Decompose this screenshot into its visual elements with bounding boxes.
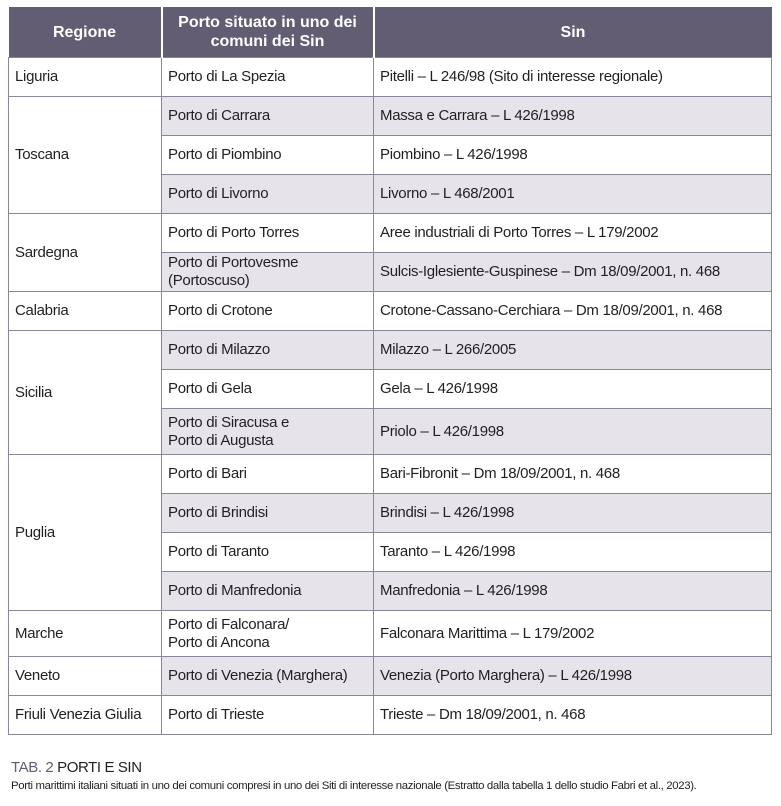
header-region: Regione bbox=[9, 7, 162, 58]
sin-cell: Piombino – L 426/1998 bbox=[374, 136, 772, 175]
table-header bbox=[9, 7, 772, 58]
port-line: Porto di Ancona bbox=[168, 633, 270, 651]
sin-cell: Milazzo – L 266/2005 bbox=[374, 331, 772, 370]
sin-cell: Crotone-Cassano-Cerchiara – Dm 18/09/2001, n. 468 bbox=[374, 292, 772, 331]
table-row bbox=[9, 455, 772, 494]
header-sin: Sin bbox=[374, 7, 772, 58]
port-cell: Porto di Piombino bbox=[162, 136, 374, 175]
sin-cell: Priolo – L 426/1998 bbox=[374, 409, 772, 455]
port-cell: Porto di Porto Torres bbox=[162, 214, 374, 253]
sin-cell: Manfredonia – L 426/1998 bbox=[374, 572, 772, 611]
sin-cell: Bari-Fibronit – Dm 18/09/2001, n. 468 bbox=[374, 455, 772, 494]
port-cell: Porto di Taranto bbox=[162, 533, 374, 572]
port-line: Porto di Augusta bbox=[168, 431, 274, 449]
sin-cell: Taranto – L 426/1998 bbox=[374, 533, 772, 572]
sin-cell: Sulcis-Iglesiente-Guspinese – Dm 18/09/2001, n. 468 bbox=[374, 253, 772, 292]
sin-cell: Massa e Carrara – L 426/1998 bbox=[374, 97, 772, 136]
sin-cell: Venezia (Porto Marghera) – L 426/1998 bbox=[374, 657, 772, 696]
header-port: Porto situato in uno dei comuni dei Sin bbox=[162, 7, 374, 58]
region-cell: Liguria bbox=[9, 58, 162, 97]
table-number: TAB. 2 bbox=[11, 759, 54, 776]
table-description: Porti marittimi italiani situati in uno dei comuni compresi in uno dei Siti di interesse nazionale (Estratto dalla tabella 1 dello studio Fabri et al., 2023). bbox=[11, 780, 697, 792]
port-line: Porto di Siracusa e bbox=[168, 413, 290, 431]
region-cell: Sicilia bbox=[9, 331, 162, 455]
region-cell: Calabria bbox=[9, 292, 162, 331]
table-row bbox=[9, 611, 772, 657]
table-row bbox=[9, 657, 772, 696]
port-cell: Porto di Livorno bbox=[162, 175, 374, 214]
table-row bbox=[9, 292, 772, 331]
sin-cell: Pitelli – L 246/98 (Sito di interesse regionale) bbox=[374, 58, 772, 97]
port-cell bbox=[162, 611, 374, 657]
port-cell: Porto di Portovesme (Portoscuso) bbox=[162, 253, 374, 292]
port-line: Porto di Falconara/ bbox=[168, 615, 290, 633]
sin-cell: Falconara Marittima – L 179/2002 bbox=[374, 611, 772, 657]
region-cell: Puglia bbox=[9, 455, 162, 611]
region-cell: Veneto bbox=[9, 657, 162, 696]
region-cell: Toscana bbox=[9, 97, 162, 214]
sin-ports-table bbox=[8, 7, 772, 735]
sin-cell: Gela – L 426/1998 bbox=[374, 370, 772, 409]
table-row bbox=[9, 696, 772, 735]
table-row bbox=[9, 214, 772, 253]
port-cell: Porto di Carrara bbox=[162, 97, 374, 136]
table-row bbox=[9, 58, 772, 97]
port-cell: Porto di La Spezia bbox=[162, 58, 374, 97]
port-cell: Porto di Crotone bbox=[162, 292, 374, 331]
sin-cell: Trieste – Dm 18/09/2001, n. 468 bbox=[374, 696, 772, 735]
port-cell: Porto di Bari bbox=[162, 455, 374, 494]
port-cell: Porto di Gela bbox=[162, 370, 374, 409]
table-row bbox=[9, 331, 772, 370]
table-body bbox=[9, 58, 772, 735]
port-cell: Porto di Brindisi bbox=[162, 494, 374, 533]
port-cell: Porto di Milazzo bbox=[162, 331, 374, 370]
sin-cell: Aree industriali di Porto Torres – L 179/2002 bbox=[374, 214, 772, 253]
region-cell: Friuli Venezia Giulia bbox=[9, 696, 162, 735]
port-cell: Porto di Trieste bbox=[162, 696, 374, 735]
sin-cell: Livorno – L 468/2001 bbox=[374, 175, 772, 214]
table-caption bbox=[11, 759, 142, 776]
region-cell: Sardegna bbox=[9, 214, 162, 292]
table-row bbox=[9, 97, 772, 136]
region-cell: Marche bbox=[9, 611, 162, 657]
table-title: PORTI E SIN bbox=[57, 759, 142, 776]
sin-cell: Brindisi – L 426/1998 bbox=[374, 494, 772, 533]
port-cell: Porto di Venezia (Marghera) bbox=[162, 657, 374, 696]
port-cell bbox=[162, 409, 374, 455]
port-cell: Porto di Manfredonia bbox=[162, 572, 374, 611]
